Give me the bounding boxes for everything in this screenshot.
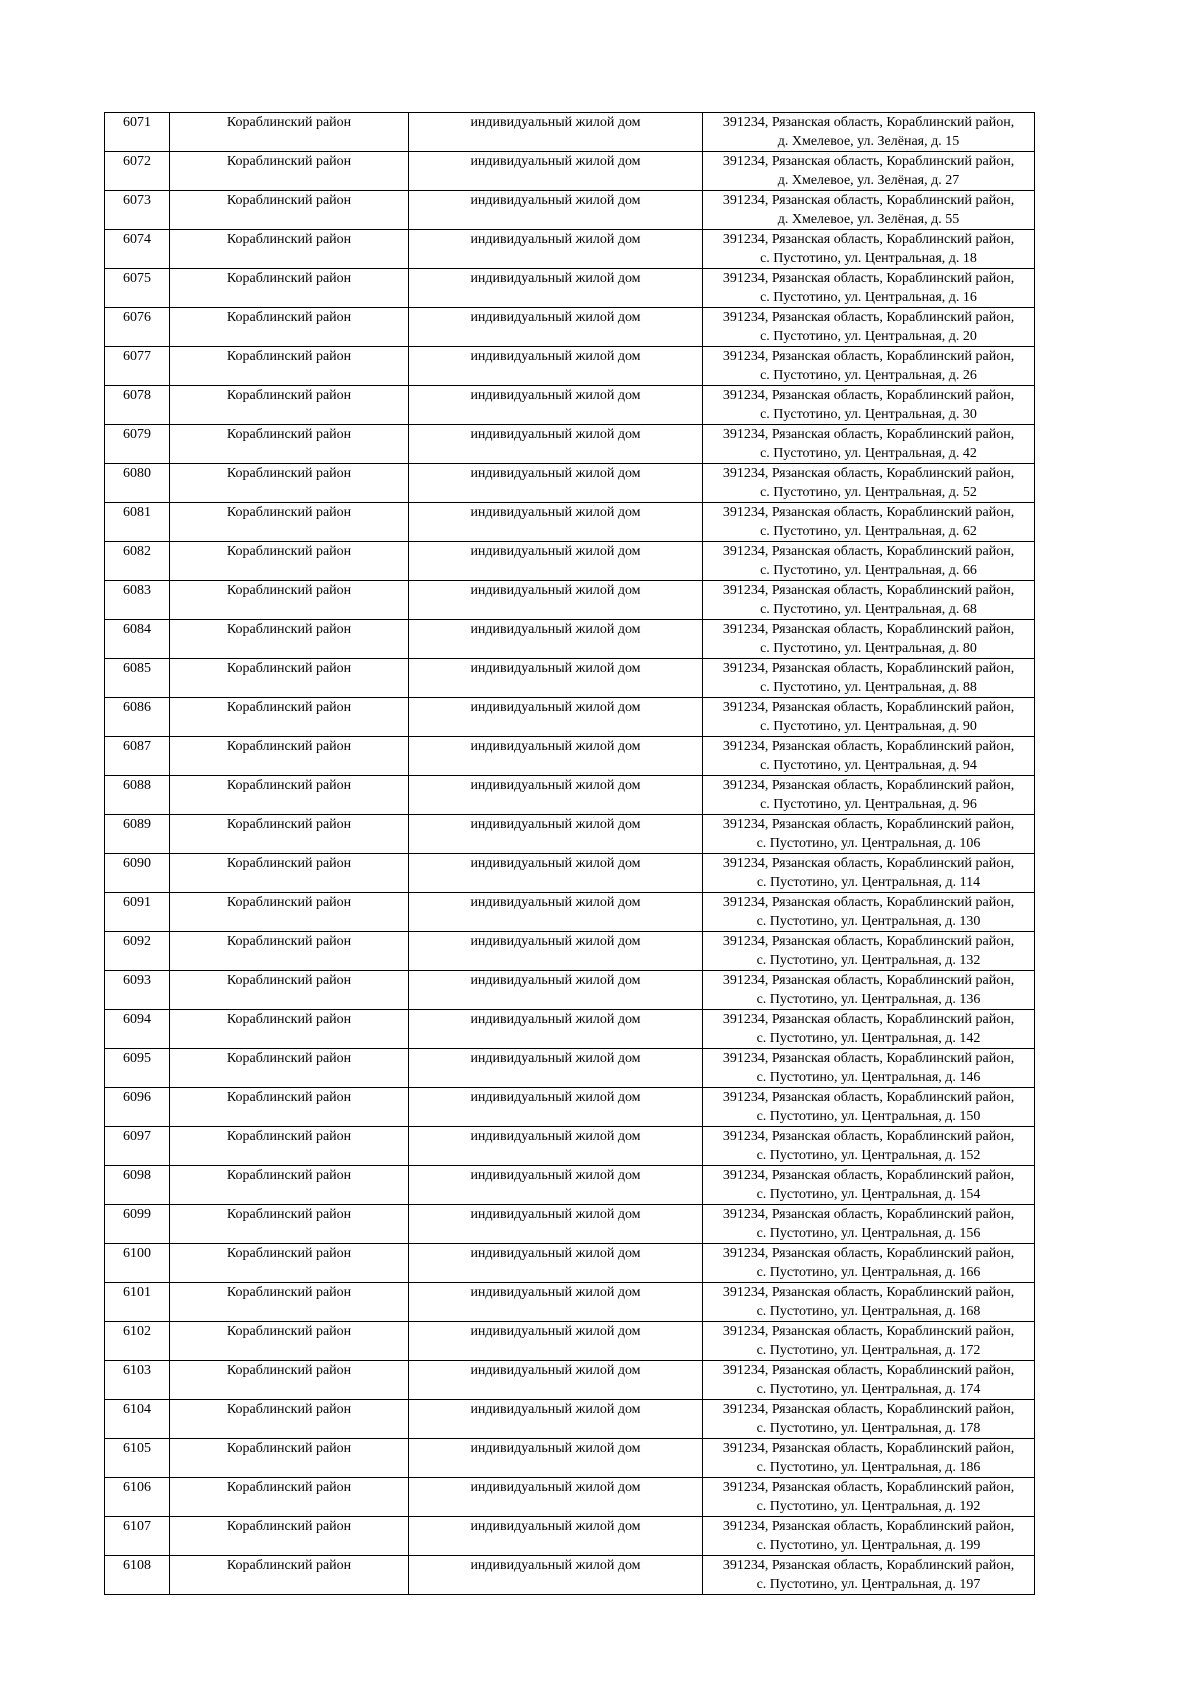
address-line-2: с. Пустотино, ул. Центральная, д. 178 bbox=[756, 1421, 981, 1436]
address-cell bbox=[703, 1283, 1035, 1322]
address-cell bbox=[703, 1517, 1035, 1556]
address-cell bbox=[703, 1439, 1035, 1478]
address-line-2: с. Пустотино, ул. Центральная, д. 66 bbox=[760, 563, 977, 578]
address-cell bbox=[703, 1322, 1035, 1361]
address-line-1: 391234, Рязанская область, Кораблинский район, bbox=[722, 427, 1015, 442]
object-type-cell: индивидуальный жилой дом bbox=[409, 1517, 703, 1556]
address-line-2: с. Пустотино, ул. Центральная, д. 106 bbox=[756, 836, 981, 851]
address-line-1: 391234, Рязанская область, Кораблинский район, bbox=[722, 622, 1015, 637]
record-number-cell: 6094 bbox=[105, 1010, 170, 1049]
object-type-cell: индивидуальный жилой дом bbox=[409, 152, 703, 191]
address-line-2: с. Пустотино, ул. Центральная, д. 154 bbox=[756, 1187, 981, 1202]
table-row bbox=[105, 269, 1035, 308]
district-cell: Кораблинский район bbox=[170, 269, 409, 308]
address-line-1: 391234, Рязанская область, Кораблинский район, bbox=[722, 115, 1015, 130]
table-row bbox=[105, 893, 1035, 932]
address-line-1: 391234, Рязанская область, Кораблинский район, bbox=[722, 934, 1015, 949]
address-line-2: с. Пустотино, ул. Центральная, д. 199 bbox=[756, 1538, 981, 1553]
district-cell: Кораблинский район bbox=[170, 1088, 409, 1127]
district-cell: Кораблинский район bbox=[170, 815, 409, 854]
address-cell bbox=[703, 893, 1035, 932]
district-cell: Кораблинский район bbox=[170, 1049, 409, 1088]
table-row bbox=[105, 659, 1035, 698]
district-cell: Кораблинский район bbox=[170, 1517, 409, 1556]
record-number-cell: 6101 bbox=[105, 1283, 170, 1322]
table-row bbox=[105, 542, 1035, 581]
table-row bbox=[105, 1400, 1035, 1439]
address-line-1: 391234, Рязанская область, Кораблинский район, bbox=[722, 1090, 1015, 1105]
object-type-cell: индивидуальный жилой дом bbox=[409, 1361, 703, 1400]
address-cell bbox=[703, 659, 1035, 698]
address-line-2: с. Пустотино, ул. Центральная, д. 96 bbox=[760, 797, 977, 812]
table-row bbox=[105, 698, 1035, 737]
record-number-cell: 6090 bbox=[105, 854, 170, 893]
district-cell: Кораблинский район bbox=[170, 230, 409, 269]
address-line-2: с. Пустотино, ул. Центральная, д. 90 bbox=[760, 719, 977, 734]
district-cell: Кораблинский район bbox=[170, 1127, 409, 1166]
object-type-cell: индивидуальный жилой дом bbox=[409, 1556, 703, 1595]
record-number-cell: 6092 bbox=[105, 932, 170, 971]
table-row bbox=[105, 854, 1035, 893]
record-number-cell: 6079 bbox=[105, 425, 170, 464]
record-number-cell: 6083 bbox=[105, 581, 170, 620]
record-number-cell: 6089 bbox=[105, 815, 170, 854]
object-type-cell: индивидуальный жилой дом bbox=[409, 347, 703, 386]
object-type-cell: индивидуальный жилой дом bbox=[409, 893, 703, 932]
district-cell: Кораблинский район bbox=[170, 893, 409, 932]
address-line-1: 391234, Рязанская область, Кораблинский район, bbox=[722, 700, 1015, 715]
record-number-cell: 6074 bbox=[105, 230, 170, 269]
address-line-1: 391234, Рязанская область, Кораблинский район, bbox=[722, 388, 1015, 403]
district-cell: Кораблинский район bbox=[170, 932, 409, 971]
record-number-cell: 6100 bbox=[105, 1244, 170, 1283]
record-number-cell: 6095 bbox=[105, 1049, 170, 1088]
district-cell: Кораблинский район bbox=[170, 581, 409, 620]
address-line-1: 391234, Рязанская область, Кораблинский район, bbox=[722, 544, 1015, 559]
record-number-cell: 6091 bbox=[105, 893, 170, 932]
record-number-cell: 6103 bbox=[105, 1361, 170, 1400]
table-row bbox=[105, 386, 1035, 425]
address-line-2: с. Пустотино, ул. Центральная, д. 114 bbox=[756, 875, 981, 890]
address-line-1: 391234, Рязанская область, Кораблинский район, bbox=[722, 778, 1015, 793]
record-number-cell: 6107 bbox=[105, 1517, 170, 1556]
table-row bbox=[105, 1049, 1035, 1088]
object-type-cell: индивидуальный жилой дом bbox=[409, 542, 703, 581]
address-cell bbox=[703, 1205, 1035, 1244]
object-type-cell: индивидуальный жилой дом bbox=[409, 1478, 703, 1517]
address-line-1: 391234, Рязанская область, Кораблинский район, bbox=[722, 1207, 1015, 1222]
address-cell bbox=[703, 581, 1035, 620]
table-row bbox=[105, 1166, 1035, 1205]
table-row bbox=[105, 932, 1035, 971]
district-cell: Кораблинский район bbox=[170, 737, 409, 776]
address-line-2: с. Пустотино, ул. Центральная, д. 68 bbox=[760, 602, 977, 617]
table-row bbox=[105, 581, 1035, 620]
object-type-cell: индивидуальный жилой дом bbox=[409, 659, 703, 698]
object-type-cell: индивидуальный жилой дом bbox=[409, 698, 703, 737]
object-type-cell: индивидуальный жилой дом bbox=[409, 1400, 703, 1439]
address-line-1: 391234, Рязанская область, Кораблинский район, bbox=[722, 232, 1015, 247]
address-line-1: 391234, Рязанская область, Кораблинский район, bbox=[722, 1324, 1015, 1339]
address-line-1: 391234, Рязанская область, Кораблинский район, bbox=[722, 1051, 1015, 1066]
table-row bbox=[105, 971, 1035, 1010]
table-row bbox=[105, 1478, 1035, 1517]
record-number-cell: 6099 bbox=[105, 1205, 170, 1244]
address-line-2: д. Хмелевое, ул. Зелёная, д. 27 bbox=[777, 173, 960, 188]
address-line-1: 391234, Рязанская область, Кораблинский район, bbox=[722, 1480, 1015, 1495]
address-line-2: с. Пустотино, ул. Центральная, д. 150 bbox=[756, 1109, 981, 1124]
table-row bbox=[105, 1205, 1035, 1244]
table-row bbox=[105, 113, 1035, 152]
district-cell: Кораблинский район bbox=[170, 386, 409, 425]
address-line-1: 391234, Рязанская область, Кораблинский район, bbox=[722, 1441, 1015, 1456]
record-number-cell: 6086 bbox=[105, 698, 170, 737]
address-cell bbox=[703, 1010, 1035, 1049]
district-cell: Кораблинский район bbox=[170, 1400, 409, 1439]
object-type-cell: индивидуальный жилой дом bbox=[409, 1049, 703, 1088]
district-cell: Кораблинский район bbox=[170, 425, 409, 464]
address-line-2: с. Пустотино, ул. Центральная, д. 174 bbox=[756, 1382, 981, 1397]
object-type-cell: индивидуальный жилой дом bbox=[409, 1166, 703, 1205]
address-line-1: 391234, Рязанская область, Кораблинский район, bbox=[722, 505, 1015, 520]
address-line-1: 391234, Рязанская область, Кораблинский район, bbox=[722, 466, 1015, 481]
table-row bbox=[105, 152, 1035, 191]
table-row bbox=[105, 1010, 1035, 1049]
address-line-2: с. Пустотино, ул. Центральная, д. 80 bbox=[760, 641, 977, 656]
district-cell: Кораблинский район bbox=[170, 971, 409, 1010]
address-line-1: 391234, Рязанская область, Кораблинский район, bbox=[722, 739, 1015, 754]
address-line-2: д. Хмелевое, ул. Зелёная, д. 55 bbox=[777, 212, 960, 227]
address-cell bbox=[703, 191, 1035, 230]
object-type-cell: индивидуальный жилой дом bbox=[409, 113, 703, 152]
record-number-cell: 6072 bbox=[105, 152, 170, 191]
address-line-2: с. Пустотино, ул. Центральная, д. 20 bbox=[760, 329, 977, 344]
address-line-1: 391234, Рязанская область, Кораблинский район, bbox=[722, 1519, 1015, 1534]
address-cell bbox=[703, 971, 1035, 1010]
object-type-cell: индивидуальный жилой дом bbox=[409, 737, 703, 776]
table-row bbox=[105, 308, 1035, 347]
district-cell: Кораблинский район bbox=[170, 191, 409, 230]
record-number-cell: 6085 bbox=[105, 659, 170, 698]
address-cell bbox=[703, 737, 1035, 776]
address-line-2: с. Пустотино, ул. Центральная, д. 88 bbox=[760, 680, 977, 695]
address-line-2: с. Пустотино, ул. Центральная, д. 16 bbox=[760, 290, 977, 305]
address-cell bbox=[703, 425, 1035, 464]
address-line-2: с. Пустотино, ул. Центральная, д. 132 bbox=[756, 953, 981, 968]
address-line-2: с. Пустотино, ул. Центральная, д. 52 bbox=[760, 485, 977, 500]
record-number-cell: 6078 bbox=[105, 386, 170, 425]
address-line-1: 391234, Рязанская область, Кораблинский район, bbox=[722, 817, 1015, 832]
address-line-2: с. Пустотино, ул. Центральная, д. 142 bbox=[756, 1031, 981, 1046]
district-cell: Кораблинский район bbox=[170, 1166, 409, 1205]
object-type-cell: индивидуальный жилой дом bbox=[409, 1010, 703, 1049]
table-row bbox=[105, 620, 1035, 659]
table-row bbox=[105, 1361, 1035, 1400]
table-row bbox=[105, 1283, 1035, 1322]
address-cell bbox=[703, 230, 1035, 269]
address-line-1: 391234, Рязанская область, Кораблинский район, bbox=[722, 1168, 1015, 1183]
address-line-2: с. Пустотино, ул. Центральная, д. 197 bbox=[756, 1577, 981, 1592]
district-cell: Кораблинский район bbox=[170, 1010, 409, 1049]
district-cell: Кораблинский район bbox=[170, 776, 409, 815]
address-cell bbox=[703, 1244, 1035, 1283]
address-line-1: 391234, Рязанская область, Кораблинский район, bbox=[722, 1402, 1015, 1417]
table-row bbox=[105, 1556, 1035, 1595]
object-type-cell: индивидуальный жилой дом bbox=[409, 620, 703, 659]
address-line-2: с. Пустотино, ул. Центральная, д. 42 bbox=[760, 446, 977, 461]
address-cell bbox=[703, 620, 1035, 659]
record-number-cell: 6071 bbox=[105, 113, 170, 152]
address-cell bbox=[703, 347, 1035, 386]
address-cell bbox=[703, 503, 1035, 542]
object-type-cell: индивидуальный жилой дом bbox=[409, 971, 703, 1010]
address-line-1: 391234, Рязанская область, Кораблинский район, bbox=[722, 1558, 1015, 1573]
district-cell: Кораблинский район bbox=[170, 1205, 409, 1244]
table-row bbox=[105, 1322, 1035, 1361]
table-row bbox=[105, 230, 1035, 269]
object-type-cell: индивидуальный жилой дом bbox=[409, 854, 703, 893]
address-line-1: 391234, Рязанская область, Кораблинский район, bbox=[722, 1363, 1015, 1378]
address-cell bbox=[703, 1088, 1035, 1127]
address-cell bbox=[703, 542, 1035, 581]
object-type-cell: индивидуальный жилой дом bbox=[409, 230, 703, 269]
address-line-1: 391234, Рязанская область, Кораблинский район, bbox=[722, 895, 1015, 910]
address-cell bbox=[703, 269, 1035, 308]
record-number-cell: 6073 bbox=[105, 191, 170, 230]
address-cell bbox=[703, 1478, 1035, 1517]
object-type-cell: индивидуальный жилой дом bbox=[409, 1088, 703, 1127]
object-type-cell: индивидуальный жилой дом bbox=[409, 1127, 703, 1166]
address-cell bbox=[703, 815, 1035, 854]
address-line-2: с. Пустотино, ул. Центральная, д. 166 bbox=[756, 1265, 981, 1280]
address-line-1: 391234, Рязанская область, Кораблинский район, bbox=[722, 1285, 1015, 1300]
district-cell: Кораблинский район bbox=[170, 1322, 409, 1361]
district-cell: Кораблинский район bbox=[170, 659, 409, 698]
object-type-cell: индивидуальный жилой дом bbox=[409, 581, 703, 620]
address-cell bbox=[703, 1049, 1035, 1088]
address-cell bbox=[703, 1400, 1035, 1439]
record-number-cell: 6076 bbox=[105, 308, 170, 347]
address-line-1: 391234, Рязанская область, Кораблинский район, bbox=[722, 310, 1015, 325]
object-type-cell: индивидуальный жилой дом bbox=[409, 1205, 703, 1244]
record-number-cell: 6093 bbox=[105, 971, 170, 1010]
object-type-cell: индивидуальный жилой дом bbox=[409, 1283, 703, 1322]
address-cell bbox=[703, 1556, 1035, 1595]
table-row bbox=[105, 1127, 1035, 1166]
address-line-1: 391234, Рязанская область, Кораблинский район, bbox=[722, 1246, 1015, 1261]
address-line-1: 391234, Рязанская область, Кораблинский район, bbox=[722, 193, 1015, 208]
address-line-1: 391234, Рязанская область, Кораблинский район, bbox=[722, 154, 1015, 169]
district-cell: Кораблинский район bbox=[170, 308, 409, 347]
table-row bbox=[105, 503, 1035, 542]
table-row bbox=[105, 1439, 1035, 1478]
record-number-cell: 6104 bbox=[105, 1400, 170, 1439]
district-cell: Кораблинский район bbox=[170, 1556, 409, 1595]
object-type-cell: индивидуальный жилой дом bbox=[409, 1244, 703, 1283]
address-cell bbox=[703, 932, 1035, 971]
address-line-1: 391234, Рязанская область, Кораблинский район, bbox=[722, 583, 1015, 598]
object-type-cell: индивидуальный жилой дом bbox=[409, 776, 703, 815]
record-number-cell: 6105 bbox=[105, 1439, 170, 1478]
table-row bbox=[105, 815, 1035, 854]
registry-table-body bbox=[105, 113, 1035, 1595]
record-number-cell: 6087 bbox=[105, 737, 170, 776]
district-cell: Кораблинский район bbox=[170, 347, 409, 386]
record-number-cell: 6084 bbox=[105, 620, 170, 659]
address-cell bbox=[703, 698, 1035, 737]
table-row bbox=[105, 776, 1035, 815]
district-cell: Кораблинский район bbox=[170, 542, 409, 581]
object-type-cell: индивидуальный жилой дом bbox=[409, 1322, 703, 1361]
district-cell: Кораблинский район bbox=[170, 1361, 409, 1400]
table-row bbox=[105, 464, 1035, 503]
record-number-cell: 6080 bbox=[105, 464, 170, 503]
address-line-2: с. Пустотино, ул. Центральная, д. 136 bbox=[756, 992, 981, 1007]
object-type-cell: индивидуальный жилой дом bbox=[409, 815, 703, 854]
address-line-2: с. Пустотино, ул. Центральная, д. 156 bbox=[756, 1226, 981, 1241]
address-line-2: с. Пустотино, ул. Центральная, д. 186 bbox=[756, 1460, 981, 1475]
address-line-2: с. Пустотино, ул. Центральная, д. 62 bbox=[760, 524, 977, 539]
district-cell: Кораблинский район bbox=[170, 698, 409, 737]
address-line-1: 391234, Рязанская область, Кораблинский район, bbox=[722, 973, 1015, 988]
district-cell: Кораблинский район bbox=[170, 854, 409, 893]
address-cell bbox=[703, 1361, 1035, 1400]
district-cell: Кораблинский район bbox=[170, 1244, 409, 1283]
address-cell bbox=[703, 854, 1035, 893]
address-cell bbox=[703, 776, 1035, 815]
record-number-cell: 6106 bbox=[105, 1478, 170, 1517]
address-line-2: с. Пустотино, ул. Центральная, д. 168 bbox=[756, 1304, 981, 1319]
record-number-cell: 6082 bbox=[105, 542, 170, 581]
address-cell bbox=[703, 113, 1035, 152]
address-cell bbox=[703, 386, 1035, 425]
record-number-cell: 6075 bbox=[105, 269, 170, 308]
address-cell bbox=[703, 1166, 1035, 1205]
address-line-2: д. Хмелевое, ул. Зелёная, д. 15 bbox=[777, 134, 960, 149]
address-line-2: с. Пустотино, ул. Центральная, д. 152 bbox=[756, 1148, 981, 1163]
object-type-cell: индивидуальный жилой дом bbox=[409, 386, 703, 425]
address-line-1: 391234, Рязанская область, Кораблинский район, bbox=[722, 661, 1015, 676]
address-line-2: с. Пустотино, ул. Центральная, д. 26 bbox=[760, 368, 977, 383]
address-line-2: с. Пустотино, ул. Центральная, д. 94 bbox=[760, 758, 977, 773]
address-line-2: с. Пустотино, ул. Центральная, д. 146 bbox=[756, 1070, 981, 1085]
address-line-2: с. Пустотино, ул. Центральная, д. 172 bbox=[756, 1343, 981, 1358]
address-line-1: 391234, Рязанская область, Кораблинский район, bbox=[722, 349, 1015, 364]
district-cell: Кораблинский район bbox=[170, 464, 409, 503]
record-number-cell: 6081 bbox=[105, 503, 170, 542]
address-cell bbox=[703, 152, 1035, 191]
address-line-1: 391234, Рязанская область, Кораблинский район, bbox=[722, 1012, 1015, 1027]
address-line-1: 391234, Рязанская область, Кораблинский район, bbox=[722, 1129, 1015, 1144]
object-type-cell: индивидуальный жилой дом bbox=[409, 464, 703, 503]
address-line-2: с. Пустотино, ул. Центральная, д. 192 bbox=[756, 1499, 981, 1514]
address-cell bbox=[703, 1127, 1035, 1166]
record-number-cell: 6102 bbox=[105, 1322, 170, 1361]
address-line-1: 391234, Рязанская область, Кораблинский район, bbox=[722, 856, 1015, 871]
table-row bbox=[105, 191, 1035, 230]
record-number-cell: 6077 bbox=[105, 347, 170, 386]
object-type-cell: индивидуальный жилой дом bbox=[409, 503, 703, 542]
address-line-2: с. Пустотино, ул. Центральная, д. 30 bbox=[760, 407, 977, 422]
object-type-cell: индивидуальный жилой дом bbox=[409, 932, 703, 971]
table-row bbox=[105, 347, 1035, 386]
object-type-cell: индивидуальный жилой дом bbox=[409, 1439, 703, 1478]
address-line-2: с. Пустотино, ул. Центральная, д. 18 bbox=[760, 251, 977, 266]
table-row bbox=[105, 1244, 1035, 1283]
object-type-cell: индивидуальный жилой дом bbox=[409, 191, 703, 230]
district-cell: Кораблинский район bbox=[170, 152, 409, 191]
table-row bbox=[105, 425, 1035, 464]
record-number-cell: 6096 bbox=[105, 1088, 170, 1127]
object-type-cell: индивидуальный жилой дом bbox=[409, 308, 703, 347]
table-row bbox=[105, 1088, 1035, 1127]
record-number-cell: 6088 bbox=[105, 776, 170, 815]
address-line-1: 391234, Рязанская область, Кораблинский район, bbox=[722, 271, 1015, 286]
address-cell bbox=[703, 464, 1035, 503]
table-row bbox=[105, 737, 1035, 776]
district-cell: Кораблинский район bbox=[170, 1478, 409, 1517]
object-type-cell: индивидуальный жилой дом bbox=[409, 269, 703, 308]
record-number-cell: 6098 bbox=[105, 1166, 170, 1205]
district-cell: Кораблинский район bbox=[170, 620, 409, 659]
table-row bbox=[105, 1517, 1035, 1556]
district-cell: Кораблинский район bbox=[170, 1439, 409, 1478]
record-number-cell: 6108 bbox=[105, 1556, 170, 1595]
address-line-2: с. Пустотино, ул. Центральная, д. 130 bbox=[756, 914, 981, 929]
district-cell: Кораблинский район bbox=[170, 1283, 409, 1322]
registry-table bbox=[104, 112, 1035, 1595]
district-cell: Кораблинский район bbox=[170, 503, 409, 542]
address-cell bbox=[703, 308, 1035, 347]
record-number-cell: 6097 bbox=[105, 1127, 170, 1166]
district-cell: Кораблинский район bbox=[170, 113, 409, 152]
object-type-cell: индивидуальный жилой дом bbox=[409, 425, 703, 464]
